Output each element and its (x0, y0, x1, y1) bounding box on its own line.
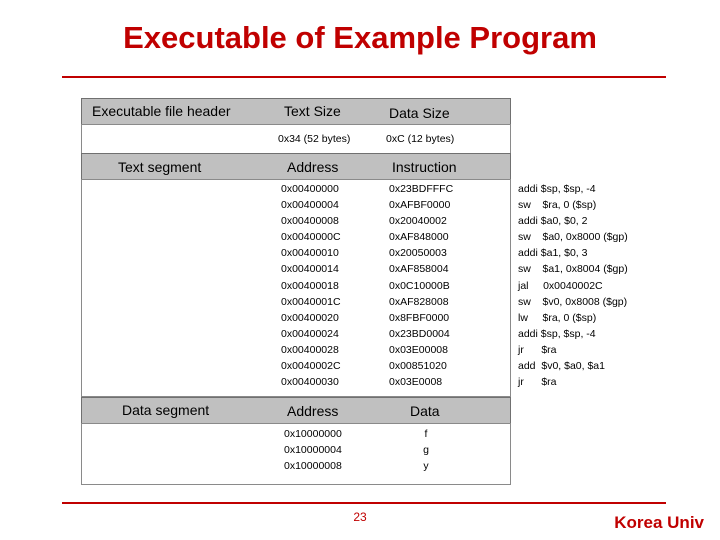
assembly-line: addi $sp, $sp, -4 (518, 183, 596, 195)
text-address-cell: 0x00400008 (281, 215, 339, 228)
instruction-cell: 0x23BDFFFC (389, 183, 454, 195)
text-address-cell: 0x0040001C (281, 295, 341, 308)
data-value-cell: y (423, 460, 429, 473)
brand-label: Korea Univ (614, 513, 704, 532)
text-segment-label: Text segment (118, 159, 202, 175)
data-address-column (284, 426, 342, 474)
text-address-cell: 0x00400004 (281, 199, 339, 212)
data-address-cell: 0x10000004 (284, 444, 342, 457)
text-address-cell: 0x00400030 (281, 376, 339, 389)
data-size-label: Data Size (389, 105, 450, 121)
instruction-cell: 0x20050003 (389, 247, 447, 260)
assembly-line: addi $sp, $sp, -4 (518, 327, 596, 340)
assembly-listing (518, 181, 628, 390)
instruction-cell: 0xAFBF0000 (389, 199, 451, 212)
text-size-label: Text Size (284, 103, 341, 119)
text-address-header: Address (287, 159, 339, 175)
text-address-column (281, 181, 341, 390)
instruction-cell: 0x0C10000B (389, 279, 450, 292)
text-address-cell: 0x00400010 (281, 247, 339, 260)
text-size-value: 0x34 (52 bytes) (278, 133, 351, 145)
page-number: 23 (353, 510, 367, 524)
assembly-line: addi $a1, $0, 3 (518, 247, 588, 260)
data-size-value: 0xC (12 bytes) (386, 133, 455, 145)
instruction-cell: 0x00851020 (389, 360, 447, 373)
instruction-column (389, 181, 453, 390)
instruction-cell: 0xAF828008 (389, 295, 449, 308)
assembly-line: sw $a1, 0x8004 ($gp) (518, 263, 628, 276)
assembly-line: jal 0x0040002C (518, 279, 603, 292)
data-value-cell: f (424, 428, 428, 440)
data-value-column (416, 426, 436, 474)
assembly-line: sw $ra, 0 ($sp) (518, 199, 597, 212)
instruction-cell: 0x8FBF0000 (389, 311, 450, 324)
data-segment-label: Data segment (122, 402, 210, 418)
footer-divider (62, 502, 666, 504)
assembly-line: addi $a0, $0, 2 (518, 215, 588, 228)
instruction-cell: 0xAF848000 (389, 231, 449, 244)
text-address-cell: 0x0040000C (281, 231, 341, 244)
text-address-cell: 0x00400024 (281, 327, 339, 340)
text-address-cell: 0x0040002C (281, 360, 341, 373)
instruction-cell: 0x03E0008 (389, 376, 443, 389)
text-address-cell: 0x00400014 (281, 263, 339, 276)
assembly-line: jr $ra (518, 376, 557, 389)
title-divider (62, 76, 666, 78)
instruction-cell: 0xAF858004 (389, 263, 449, 276)
assembly-line: sw $v0, 0x8008 ($gp) (518, 295, 628, 308)
instruction-cell: 0x20040002 (389, 215, 447, 228)
text-address-cell: 0x00400028 (281, 343, 339, 356)
assembly-line: sw $a0, 0x8000 ($gp) (518, 231, 628, 244)
instruction-cell: 0x23BD0004 (389, 327, 450, 340)
assembly-line: jr $ra (518, 343, 557, 356)
data-address-cell: 0x10000000 (284, 428, 342, 440)
data-header: Data (410, 403, 440, 419)
text-address-cell: 0x00400000 (281, 183, 339, 195)
data-value-cell: g (423, 444, 429, 457)
data-address-header: Address (287, 403, 339, 419)
assembly-line: lw $ra, 0 ($sp) (518, 311, 597, 324)
file-header-label: Executable file header (92, 103, 231, 119)
slide-title: Executable of Example Program (123, 20, 597, 55)
text-address-cell: 0x00400018 (281, 279, 339, 292)
assembly-line: add $v0, $a0, $a1 (518, 360, 605, 373)
text-address-cell: 0x00400020 (281, 311, 339, 324)
instruction-header: Instruction (392, 159, 457, 175)
instruction-cell: 0x03E00008 (389, 343, 448, 356)
data-address-cell: 0x10000008 (284, 460, 342, 473)
